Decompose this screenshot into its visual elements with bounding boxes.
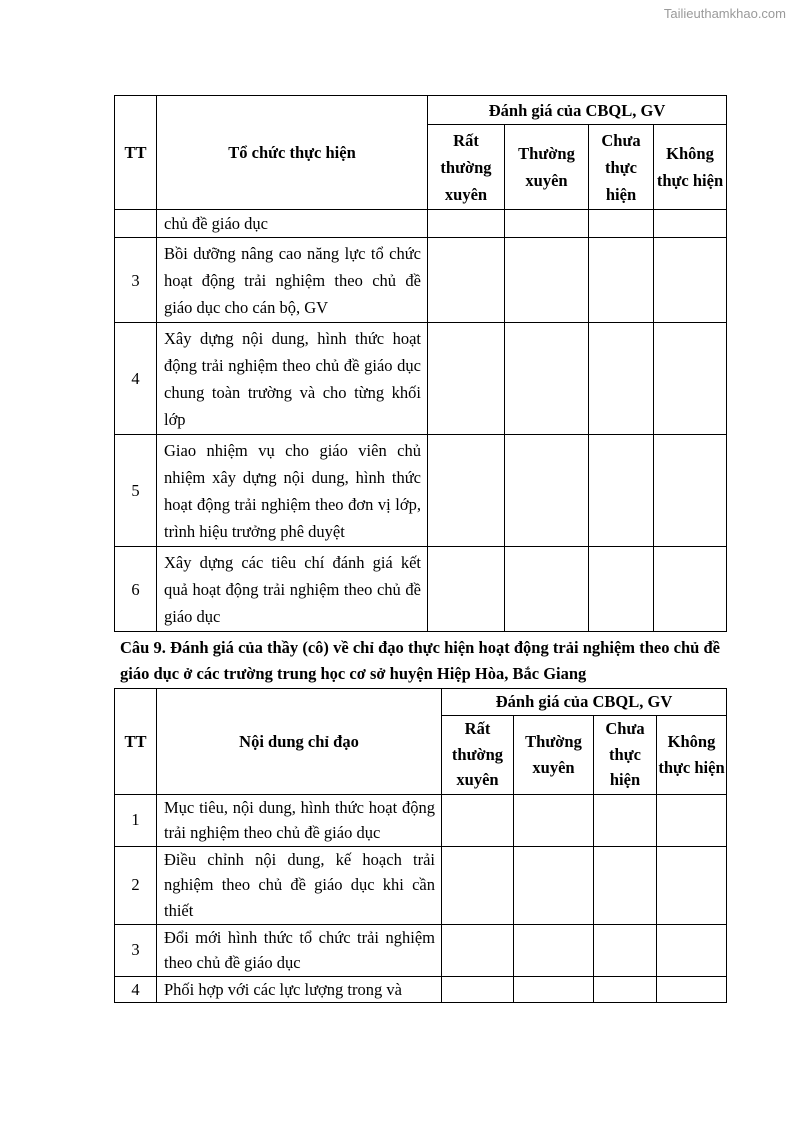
table-header-row xyxy=(115,96,727,125)
rating-cell[interactable] xyxy=(505,323,589,435)
rating-cell[interactable] xyxy=(428,210,505,238)
header-content: Nội dung chỉ đạo xyxy=(157,689,442,795)
rating-cell[interactable] xyxy=(589,547,654,632)
rating-cell[interactable] xyxy=(594,846,657,924)
row-text: Xây dựng nội dung, hình thức hoạt động trải nghiệm theo chủ đề giáo dục chung toàn trường và cho từng khối lớp xyxy=(157,323,428,435)
header-col-never: Không thực hiện xyxy=(657,715,727,794)
row-text: Đổi mới hình thức tổ chức trải nghiệm theo chủ đề giáo dục xyxy=(157,924,442,976)
table-header-row xyxy=(115,689,727,716)
rating-cell[interactable] xyxy=(654,435,727,547)
rating-cell[interactable] xyxy=(657,794,727,846)
watermark: Tailieuthamkhao.com xyxy=(663,6,786,21)
rating-cell[interactable] xyxy=(505,547,589,632)
table-row xyxy=(115,846,727,924)
rating-cell[interactable] xyxy=(654,547,727,632)
header-group: Đánh giá của CBQL, GV xyxy=(442,689,727,716)
rating-cell[interactable] xyxy=(442,924,514,976)
rating-cell[interactable] xyxy=(428,547,505,632)
rating-cell[interactable] xyxy=(442,846,514,924)
rating-cell[interactable] xyxy=(514,846,594,924)
rating-cell[interactable] xyxy=(657,846,727,924)
header-col-not-yet: Chưa thực hiện xyxy=(589,125,654,210)
table-row xyxy=(115,976,727,1003)
header-col-very-often: Rất thường xuyên xyxy=(428,125,505,210)
table-row xyxy=(115,435,727,547)
header-content: Tổ chức thực hiện xyxy=(157,96,428,210)
rating-cell[interactable] xyxy=(654,323,727,435)
rating-cell[interactable] xyxy=(442,976,514,1003)
rating-cell[interactable] xyxy=(514,794,594,846)
header-tt: TT xyxy=(115,689,157,795)
table-row xyxy=(115,238,727,323)
rating-cell[interactable] xyxy=(589,323,654,435)
rating-cell[interactable] xyxy=(514,976,594,1003)
table-row xyxy=(115,210,727,238)
row-text: Bồi dưỡng nâng cao năng lực tổ chức hoạt động trải nghiệm theo chủ đề giáo dục cho cán bộ, GV xyxy=(157,238,428,323)
table-organization xyxy=(114,95,727,632)
rating-cell[interactable] xyxy=(505,238,589,323)
row-text: Mục tiêu, nội dung, hình thức hoạt động trải nghiệm theo chủ đề giáo dục xyxy=(157,794,442,846)
row-text: Phối hợp với các lực lượng trong và xyxy=(157,976,442,1003)
table-row xyxy=(115,323,727,435)
rating-cell[interactable] xyxy=(428,238,505,323)
row-tt: 3 xyxy=(115,238,157,323)
rating-cell[interactable] xyxy=(657,924,727,976)
rating-cell[interactable] xyxy=(514,924,594,976)
row-tt: 5 xyxy=(115,435,157,547)
header-col-very-often: Rất thường xuyên xyxy=(442,715,514,794)
row-tt: 4 xyxy=(115,323,157,435)
table-row xyxy=(115,794,727,846)
header-col-often: Thường xuyên xyxy=(505,125,589,210)
rating-cell[interactable] xyxy=(657,976,727,1003)
rating-cell[interactable] xyxy=(505,210,589,238)
row-text: Điều chỉnh nội dung, kế hoạch trải nghiệm theo chủ đề giáo dục khi cần thiết xyxy=(157,846,442,924)
table-direction xyxy=(114,688,727,1003)
rating-cell[interactable] xyxy=(594,794,657,846)
rating-cell[interactable] xyxy=(589,435,654,547)
row-text: Xây dựng các tiêu chí đánh giá kết quả hoạt động trải nghiệm theo chủ đề giáo dục xyxy=(157,547,428,632)
rating-cell[interactable] xyxy=(442,794,514,846)
rating-cell[interactable] xyxy=(654,210,727,238)
rating-cell[interactable] xyxy=(594,976,657,1003)
row-tt: 4 xyxy=(115,976,157,1003)
header-group: Đánh giá của CBQL, GV xyxy=(428,96,727,125)
header-tt: TT xyxy=(115,96,157,210)
row-tt: 6 xyxy=(115,547,157,632)
rating-cell[interactable] xyxy=(428,323,505,435)
question-caption: Câu 9. Đánh giá của thầy (cô) về chỉ đạo thực hiện hoạt động trải nghiệm theo chủ đề giáo dục ở các trường trung học cơ sở huyện Hiệp Hòa, Bắc Giang xyxy=(120,638,720,683)
table-row xyxy=(115,547,727,632)
rating-cell[interactable] xyxy=(589,238,654,323)
row-text: Giao nhiệm vụ cho giáo viên chủ nhiệm xây dựng nội dung, hình thức hoạt động trải nghiệm theo đơn vị lớp, trình hiệu trưởng phê duyệt xyxy=(157,435,428,547)
row-tt: 2 xyxy=(115,846,157,924)
header-col-never: Không thực hiện xyxy=(654,125,727,210)
row-text: chủ đề giáo dục xyxy=(157,210,428,238)
table-row xyxy=(115,924,727,976)
header-col-not-yet: Chưa thực hiện xyxy=(594,715,657,794)
rating-cell[interactable] xyxy=(505,435,589,547)
rating-cell[interactable] xyxy=(654,238,727,323)
row-tt xyxy=(115,210,157,238)
rating-cell[interactable] xyxy=(428,435,505,547)
rating-cell[interactable] xyxy=(594,924,657,976)
header-col-often: Thường xuyên xyxy=(514,715,594,794)
row-tt: 1 xyxy=(115,794,157,846)
rating-cell[interactable] xyxy=(589,210,654,238)
row-tt: 3 xyxy=(115,924,157,976)
